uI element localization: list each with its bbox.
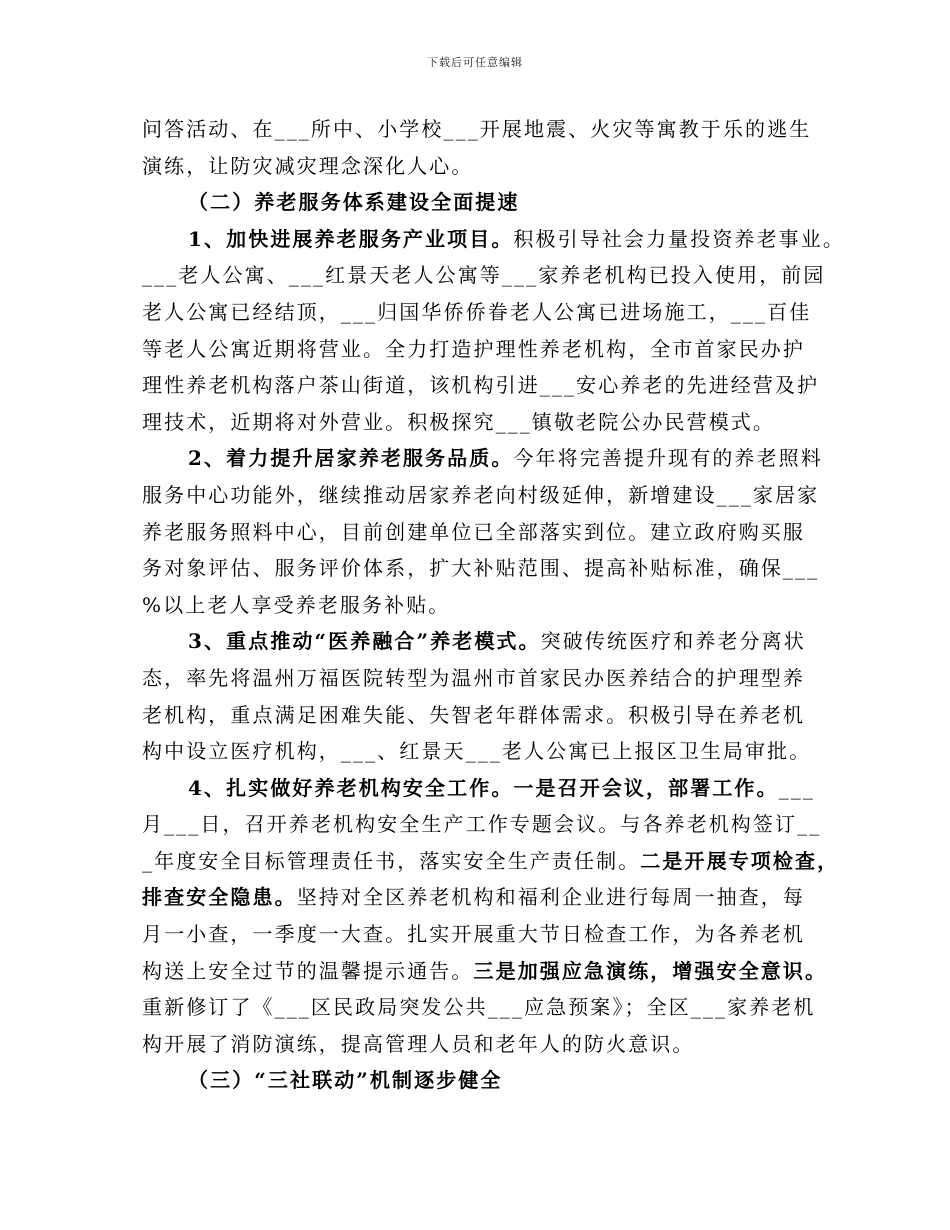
bold-text-segment: 三是加强应急演练，增强安全意识。 bbox=[473, 958, 828, 983]
page-header: 下载后可任意编辑 bbox=[427, 56, 523, 69]
bold-text-segment: （二）养老服务体系建设全面提速 bbox=[188, 190, 520, 215]
text-segment: 今年将完善提升现有的养老照料 bbox=[513, 446, 823, 471]
text-segment: 老人公寓已经结顶，___归国华侨侨眷老人公寓已进场施工，___百佳 bbox=[142, 299, 812, 324]
text-line bbox=[142, 404, 824, 441]
text-segment: 问答活动、在___所中、小学校___开展地震、火灾等寓教于乐的逃生 bbox=[142, 117, 812, 141]
text-line bbox=[142, 440, 824, 477]
text-segment: 务对象评估、服务评价体系，扩大补贴范围、提高补贴标准，确保___ bbox=[142, 556, 820, 581]
text-line bbox=[142, 1026, 824, 1063]
text-segment: %以上老人享受养老服务补贴。 bbox=[142, 592, 451, 617]
text-line bbox=[142, 770, 824, 807]
text-segment: 构开展了消防演练，提高管理人员和老年人的防火意识。 bbox=[142, 1031, 695, 1056]
bold-text-segment: （三）“三社联动”机制逐步健全 bbox=[188, 1068, 503, 1093]
text-line bbox=[142, 587, 824, 624]
text-segment: 态，率先将温州万福医院转型为温州市首家民办医养结合的护理型养 bbox=[142, 665, 805, 690]
text-line bbox=[142, 623, 824, 660]
text-segment: 构送上安全过节的温馨提示通告。 bbox=[142, 958, 474, 983]
bold-text-segment: 4、扎实做好养老机构安全工作。一是召开会议，部署工作。 bbox=[188, 775, 779, 800]
text-segment: 等老人公寓近期将营业。全力打造护理性养老机构，全市首家民办护 bbox=[142, 336, 805, 361]
bold-text-segment: 二是开展专项检查， bbox=[640, 848, 840, 873]
bold-text-segment: 3、重点推动“医养融合”养老模式。 bbox=[188, 629, 541, 654]
text-line bbox=[142, 879, 824, 916]
text-line bbox=[142, 806, 824, 843]
document-body bbox=[142, 111, 845, 1099]
text-segment: 理技术，近期将对外营业。积极探究___镇敬老院公办民营模式。 bbox=[142, 409, 775, 434]
section-heading bbox=[142, 1062, 824, 1099]
text-segment: 月___日，召开养老机构安全生产工作专题会议。与各养老机构签订__ bbox=[142, 812, 822, 837]
text-line bbox=[142, 916, 824, 953]
text-segment: 理性养老机构落户茶山街道，该机构引进___安心养老的先进经营及护 bbox=[142, 373, 820, 398]
bold-text-segment: 2、着力提升居家养老服务品质。 bbox=[188, 446, 514, 471]
text-segment: 积极引导社会力量投资养老事业。 bbox=[513, 226, 845, 251]
text-line bbox=[142, 989, 824, 1026]
bold-text-segment: 排查安全隐患。 bbox=[142, 885, 297, 910]
text-segment: ___ bbox=[778, 775, 815, 800]
text-segment: 突破传统医疗和养老分离状 bbox=[540, 629, 806, 654]
text-line bbox=[142, 550, 824, 587]
text-line bbox=[142, 843, 840, 880]
text-line bbox=[142, 294, 824, 331]
text-segment: _年度安全目标管理责任书，落实安全生产责任制。 bbox=[142, 848, 641, 873]
text-line bbox=[142, 953, 828, 990]
text-segment: 养老服务照料中心，目前创建单位已全部落实到位。建立政府购买服 bbox=[142, 519, 805, 544]
text-line bbox=[142, 111, 824, 148]
bold-text-segment: 1、加快进展养老服务产业项目。 bbox=[188, 226, 514, 251]
text-segment: 坚持对全区养老机构和福利企业进行每周一抽查，每 bbox=[296, 885, 806, 910]
text-line bbox=[142, 697, 824, 734]
section-heading bbox=[142, 184, 824, 221]
text-segment: ___老人公寓、___红景天老人公寓等___家养老机构已投入使用，前园 bbox=[142, 263, 826, 288]
text-line bbox=[142, 257, 824, 294]
text-segment: 构中设立医疗机构，___、红景天___老人公寓已上报区卫生局审批。 bbox=[142, 739, 812, 764]
text-line bbox=[142, 660, 824, 697]
text-segment: 月一小查，一季度一大查。扎实开展重大节日检查工作，为各养老机 bbox=[142, 922, 805, 947]
text-segment: 重新修订了《___区民政局突发公共___应急预案》；全区___家养老机 bbox=[142, 995, 816, 1020]
text-line bbox=[142, 477, 824, 514]
text-line bbox=[142, 221, 845, 258]
text-segment: 老机构，重点满足困难失能、失智老年群体需求。积极引导在养老机 bbox=[142, 702, 805, 727]
text-line bbox=[142, 514, 824, 551]
text-segment: 演练，让防灾减灾理念深化人心。 bbox=[142, 153, 474, 178]
text-line bbox=[142, 148, 824, 185]
text-line bbox=[142, 367, 824, 404]
text-line bbox=[142, 331, 824, 368]
text-line bbox=[142, 733, 824, 770]
text-segment: 服务中心功能外，继续推动居家养老向村级延伸，新增建设___家居家 bbox=[142, 482, 820, 507]
